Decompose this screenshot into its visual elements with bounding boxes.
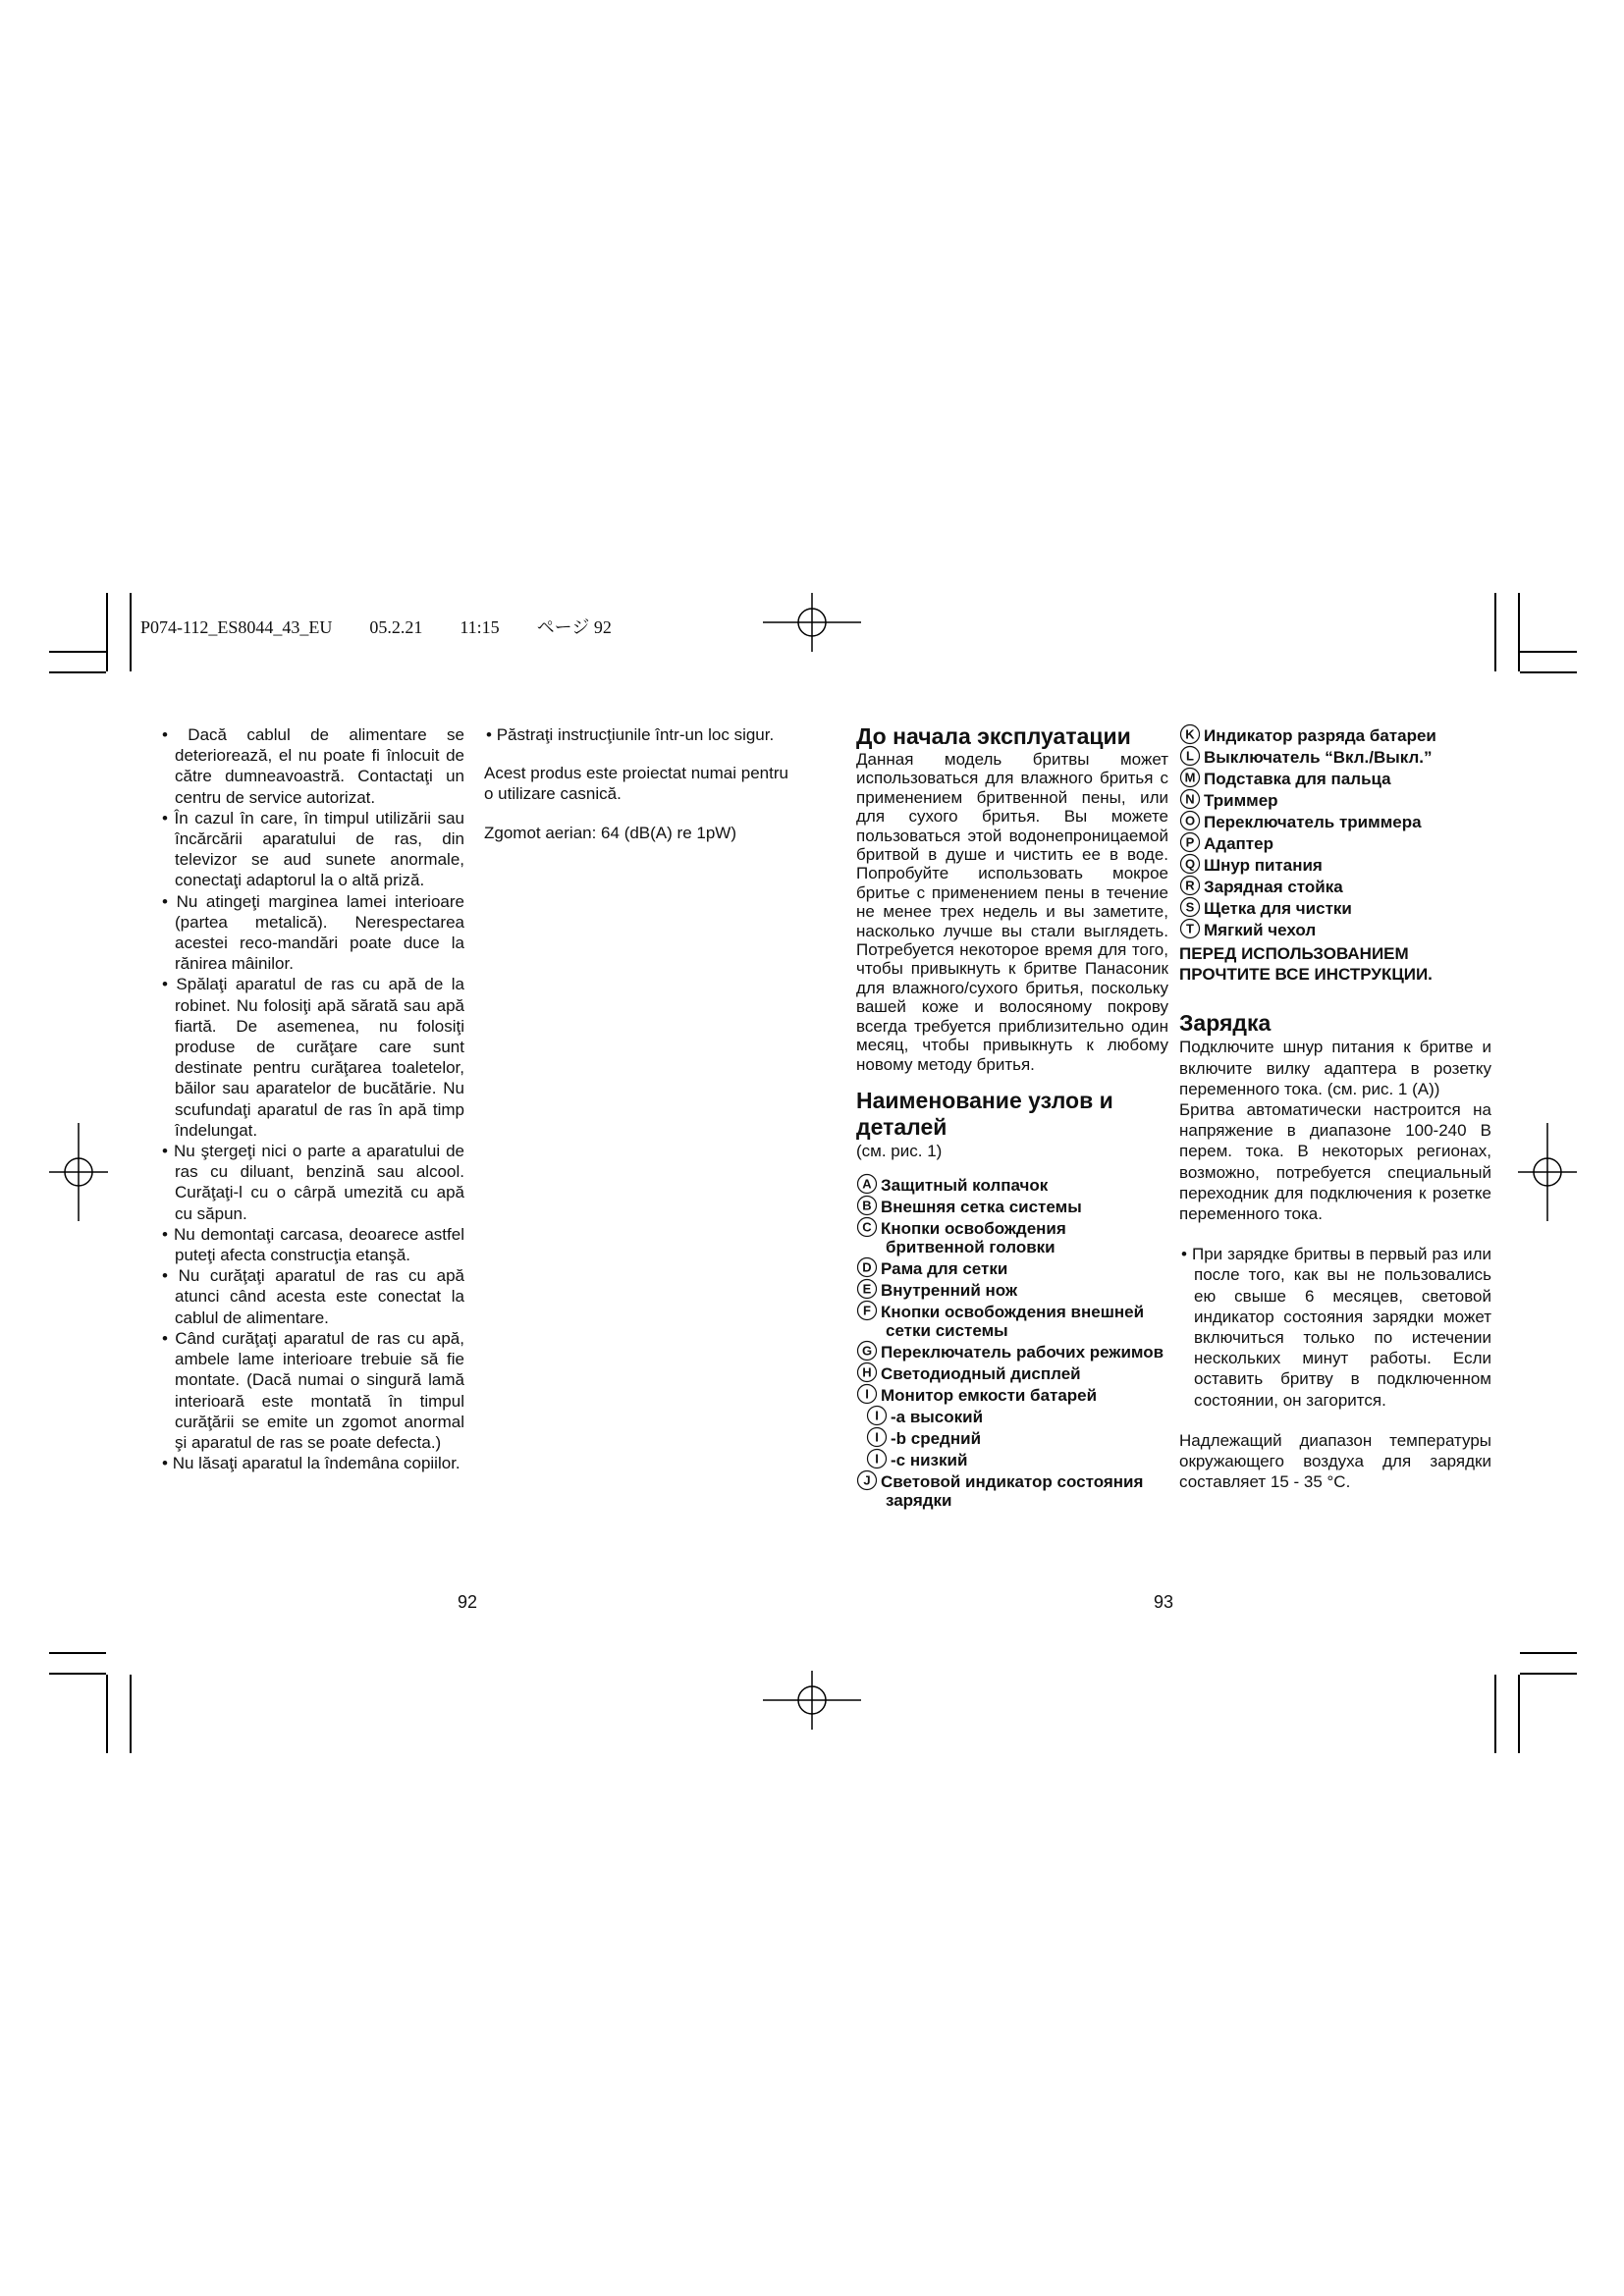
svg-text:J: J [863,1472,871,1488]
bullet-item: • În cazul în care, în timpul utilizării sau încărcării aparatului de ras, din televizor se aud sunete anormale, conectaţi adaptorul la o altă priză. [160,808,464,891]
paragraph: Acest produs este proiectat numai pentru o utilizare casnică. [484,764,788,804]
paragraph: Zgomot aerian: 64 (dB(A) re 1pW) [484,823,736,842]
crop-mark [1518,593,1520,671]
part-item [1179,767,1491,788]
part-item [1179,831,1491,853]
circled-letter-icon [856,1362,878,1383]
circled-letter-icon [1179,831,1201,853]
part-label: -a высокий [891,1408,984,1427]
slug-time: 11:15 [460,617,500,637]
part-label: Внутренний нож [881,1281,1018,1301]
part-item [856,1383,1168,1405]
part-item [856,1278,1168,1300]
slug-date: 05.2.21 [369,617,423,637]
part-item [1179,896,1491,918]
part-item [856,1195,1168,1216]
svg-text:Q: Q [1184,856,1196,872]
section-title: Зарядка [1179,1010,1272,1037]
section-title: Наименование узлов и деталей [856,1087,1113,1140]
crop-mark [49,1652,106,1654]
column-4 [1179,723,1491,1492]
circled-letter-icon [856,1216,878,1238]
column-3 [856,723,1168,1510]
svg-text:F: F [863,1303,871,1318]
slug-page: ページ 92 [536,617,612,637]
part-label: Триммер [1204,791,1278,810]
part-item [856,1469,1168,1510]
svg-text:L: L [1186,748,1194,764]
registration-mark-icon [763,1671,861,1730]
svg-text:S: S [1185,899,1195,915]
figure-reference: (см. рис. 1) [856,1141,943,1160]
part-label: Светодиодный дисплей [881,1364,1081,1384]
part-item [856,1256,1168,1278]
part-label: Переключатель рабочих режимов [881,1343,1164,1362]
circled-letter-icon [856,1278,878,1300]
circled-letter-icon [856,1300,878,1321]
part-label: Переключатель триммера [1204,813,1422,831]
circled-letter-icon [866,1426,888,1448]
part-label: Щетка для чистки [1204,899,1352,918]
circled-letter-icon [866,1448,888,1469]
warning-text: ПЕРЕД ИСПОЛЬЗОВАНИЕМ ПРОЧТИТЕ ВСЕ ИНСТРУКЦИИ. [1179,944,1433,985]
part-item [856,1216,1168,1256]
svg-text:K: K [1185,726,1195,742]
section-title: До начала эксплуатации [856,723,1131,749]
circled-letter-icon [856,1340,878,1362]
bullet-item: • Spălaţi aparatul de ras cu apă de la robinet. Nu folosiţi apă sărată sau apă fiartă. De asemenea, nu folosiţi produse de curăţare care sunt destinate pentru curăţarea toaletelor, băilor sau aparatelor de bucătărie. Nu scufundaţi aparatul de ras în apă timp îndelungat. [160,974,464,1141]
crop-mark [49,671,106,673]
crop-mark [1520,1652,1577,1654]
parts-list [856,1173,1168,1510]
svg-text:G: G [861,1343,873,1359]
bullet-item: • Nu demontaţi carcasa, deoarece astfel puteţi afecta construcţia etanşă. [160,1224,464,1265]
bullet-item: • Când curăţaţi aparatul de ras cu apă, ambele lame interioare trebuie să fie montate. (Dacă numai o singură lamă interioară este montată în timpul curăţării se emite un zgomot anormal şi aparatul de ras se poate defecta.) [160,1328,464,1453]
svg-text:I: I [865,1386,869,1402]
svg-text:D: D [862,1259,872,1275]
circled-letter-icon [1179,723,1201,745]
part-item [1179,788,1491,810]
part-label: Монитор емкости батарей [881,1386,1098,1406]
bullet-item: • Nu curăţaţi aparatul de ras cu apă atunci când acesta este conectat la cablul de alimentare. [160,1265,464,1328]
svg-text:N: N [1185,791,1195,807]
part-label: -c низкий [891,1451,968,1470]
crop-mark [1494,1675,1496,1753]
circled-letter-icon [856,1256,878,1278]
bullet-item: • Nu lăsaţi aparatul la îndemâna copiilor. [160,1453,464,1473]
part-label: Рама для сетки [881,1259,1008,1279]
svg-text:A: A [862,1176,872,1192]
part-label: -b средний [891,1429,982,1449]
part-item [1179,723,1491,745]
bullet-item: • Nu ştergeţi nici o parte a aparatului de ras cu diluant, benzină sau alcool. Curăţaţi-l cu o cârpă umezită cu apă cu săpun. [160,1141,464,1224]
part-label: Кнопки освобождения бритвенной головки [881,1219,1066,1257]
crop-mark [130,1675,132,1753]
part-item [1179,875,1491,896]
svg-text:P: P [1185,834,1195,850]
svg-text:I: I [875,1451,879,1467]
svg-text:I: I [875,1408,879,1423]
part-item [856,1405,1168,1426]
part-item [856,1426,1168,1448]
svg-text:B: B [862,1198,872,1213]
svg-text:T: T [1186,921,1194,936]
part-label: Шнур питания [1204,856,1323,875]
circled-letter-icon [856,1469,878,1491]
svg-text:C: C [862,1219,872,1235]
svg-text:H: H [862,1364,872,1380]
circled-letter-icon [856,1173,878,1195]
part-item [1179,853,1491,875]
bullet-item: • Păstraţi instrucţiunile într-un loc sigur. [484,724,790,745]
paragraph: Подключите шнур питания к бритве и включите вилку адаптера в розетку переменного тока. (см. рис. 1 (A)) [1179,1038,1491,1098]
part-label: Световой индикатор состояния зарядки [881,1472,1144,1511]
paragraph: Бритва автоматически настроится на напряжение в диапазоне 100-240 В перем. тока. В некоторых регионах, возможно, потребуется специальный переходник для подключения к розетке переменного тока. [1179,1100,1491,1224]
crop-mark [1494,593,1496,671]
part-item [1179,918,1491,939]
paragraph: Надлежащий диапазон температуры окружающего воздуха для зарядки составляет 15 - 35 °C. [1179,1430,1491,1492]
crop-mark [1520,671,1577,673]
svg-text:M: M [1184,770,1196,785]
registration-mark-icon [763,593,861,652]
part-item [856,1448,1168,1469]
paragraph: Данная модель бритвы может использоваться для влажного бритья с применением бритвенной пены, или для сухого бритья. Вы можете пользоваться этой водонепроницаемой бритвой в душе и чистить ее в воде. Попробуйте использовать мокрое бритье с применением пены в течение не менее трех недель и вы заметите, насколько лучше вы стали выглядеть. Потребуется некоторое время для того, чтобы привыкнуть к бритве Панасоник для влажного/сухого бритья, поскольку вашей коже и волосяному покрову всегда требуется приблизительно один месяц, чтобы привыкнуть к любому новому методу бритья. [856,750,1168,1074]
crop-mark [1518,1675,1520,1753]
part-label: Кнопки освобождения внешней сетки системы [881,1303,1145,1341]
bullet-item: • При зарядке бритвы в первый раз или после того, как вы не пользовались ею свыше 6 месяцев, световой индикатор состояния зарядки может включиться только по истечении нескольких минут работы. Если оставить бритву в подключенном состоянии, он загорится. [1179,1244,1491,1411]
part-label: Зарядная стойка [1204,878,1343,896]
bullet-item: • Nu atingeţi marginea lamei interioare (partea metalică). Nerespectarea acestei reco-mandări poate duce la rănirea mâinilor. [160,891,464,975]
part-label: Адаптер [1204,834,1273,853]
part-item [1179,745,1491,767]
crop-mark [49,651,106,653]
svg-text:I: I [875,1429,879,1445]
circled-letter-icon [1179,788,1201,810]
svg-text:O: O [1184,813,1196,828]
circled-letter-icon [1179,875,1201,896]
slug-file: P074-112_ES8044_43_EU [140,617,333,637]
part-label: Выключатель “Вкл./Выкл.” [1204,748,1433,767]
circled-letter-icon [856,1195,878,1216]
crop-mark [1520,1673,1577,1675]
print-slug [132,593,649,639]
part-label: Внешняя сетка системы [881,1198,1082,1217]
svg-text:E: E [862,1281,872,1297]
part-label: Мягкий чехол [1204,921,1317,939]
crop-mark [106,593,108,671]
circled-letter-icon [1179,853,1201,875]
circled-letter-icon [1179,767,1201,788]
part-label: Индикатор разряда батареи [1204,726,1436,745]
registration-mark-icon [1518,1123,1577,1221]
svg-text:R: R [1185,878,1195,893]
circled-letter-icon [1179,896,1201,918]
crop-mark [49,1673,106,1675]
column-2 [484,724,790,843]
registration-mark-icon [49,1123,108,1221]
circled-letter-icon [856,1383,878,1405]
part-label: Защитный колпачок [881,1176,1049,1196]
part-item [856,1173,1168,1195]
page-number-right: 93 [1154,1592,1174,1612]
parts-list [1179,723,1491,939]
crop-mark [1520,651,1577,653]
circled-letter-icon [1179,918,1201,939]
part-item [1179,810,1491,831]
circled-letter-icon [1179,810,1201,831]
crop-mark [106,1675,108,1753]
bullet-item: • Dacă cablul de alimentare se deteriorează, el nu poate fi înlocuit de către dumneavoastră. Contactaţi un centru de service autorizat. [160,724,464,808]
part-item [856,1340,1168,1362]
circled-letter-icon [1179,745,1201,767]
page-number-left: 92 [458,1592,478,1612]
circled-letter-icon [866,1405,888,1426]
part-item [856,1300,1168,1340]
column-1 [160,724,464,1473]
part-label: Подставка для пальца [1204,770,1391,788]
part-item [856,1362,1168,1383]
